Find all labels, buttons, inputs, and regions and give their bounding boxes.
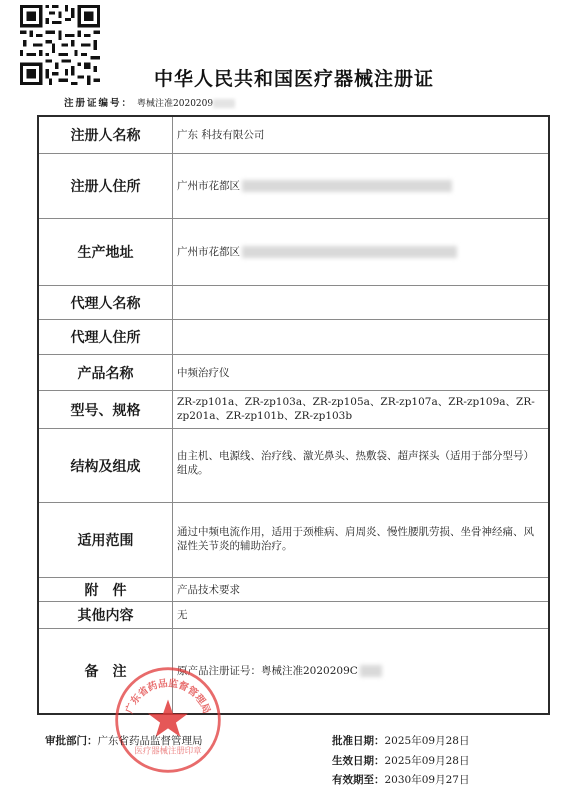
effective-date-label: 生效日期： bbox=[332, 755, 385, 767]
field-label: 注册人名称 bbox=[39, 117, 173, 153]
field-value: 广州市花都区 bbox=[177, 219, 540, 285]
row-model-spec bbox=[39, 391, 548, 429]
field-value bbox=[177, 286, 540, 319]
redacted-block bbox=[360, 665, 382, 677]
field-value: ZR-zp101a、ZR-zp103a、ZR-zp105a、ZR-zp107a、ZR-zp109a、ZR-zp201a、ZR-zp101b、ZR-zp103b bbox=[177, 396, 535, 422]
approval-department bbox=[45, 733, 203, 748]
field-value: 广州市花都区 bbox=[177, 154, 540, 218]
official-seal-icon bbox=[112, 664, 224, 776]
row-structure bbox=[39, 429, 548, 503]
field-value: 原产品注册证号：粤械注准2020209C bbox=[177, 629, 540, 713]
row-production-address bbox=[39, 219, 548, 286]
approval-department-label: 审批部门： bbox=[45, 735, 98, 747]
seal-text: 广东省药品监督管理局 bbox=[124, 678, 212, 716]
approval-date-value: 2025年09月28日 bbox=[384, 735, 470, 747]
field-value bbox=[177, 320, 540, 354]
row-scope bbox=[39, 503, 548, 578]
field-value: 产品技术要求 bbox=[177, 583, 240, 596]
field-label: 结构及组成 bbox=[39, 429, 173, 502]
effective-date bbox=[332, 753, 469, 768]
redacted-block bbox=[213, 99, 235, 108]
effective-date-value: 2025年09月28日 bbox=[384, 755, 470, 767]
field-label: 型号、规格 bbox=[39, 391, 173, 428]
approval-date-label: 批准日期： bbox=[332, 735, 385, 747]
seal-subtext: 医疗器械注册印章 bbox=[134, 745, 202, 756]
certificate-table bbox=[37, 115, 550, 715]
field-value: 通过中频电流作用，适用于颈椎病、肩周炎、慢性腰肌劳损、坐骨神经痛、风湿性关节炎的辅助治疗。 bbox=[177, 526, 534, 552]
field-value: 无 bbox=[177, 609, 188, 621]
field-label: 附 件 bbox=[39, 578, 173, 601]
field-label: 备 注 bbox=[39, 629, 173, 713]
field-label: 其他内容 bbox=[39, 602, 173, 628]
row-agent-name bbox=[39, 286, 548, 320]
approval-date bbox=[332, 733, 469, 748]
row-attachment bbox=[39, 578, 548, 602]
row-registrant-name bbox=[39, 117, 548, 154]
field-label: 代理人名称 bbox=[39, 286, 173, 319]
field-label: 代理人住所 bbox=[39, 320, 173, 354]
row-other bbox=[39, 602, 548, 629]
row-agent-address bbox=[39, 320, 548, 355]
registration-number-label: 注册证编号： bbox=[64, 98, 134, 109]
certificate-title: 中华人民共和国医疗器械注册证 bbox=[153, 68, 434, 90]
field-value: 由主机、电源线、治疗线、激光鼻头、热敷袋、超声探头（适用于部分型号）组成。 bbox=[177, 450, 534, 476]
field-label: 适用范围 bbox=[39, 503, 173, 577]
row-product-name bbox=[39, 355, 548, 391]
field-value: 中频治疗仪 bbox=[177, 366, 230, 379]
field-label: 生产地址 bbox=[39, 219, 173, 285]
field-label: 注册人住所 bbox=[39, 154, 173, 218]
approval-department-value: 广东省药品监督管理局 bbox=[97, 735, 203, 747]
expiry-date-value: 2030年09月27日 bbox=[384, 774, 470, 786]
field-value: 广东 科技有限公司 bbox=[177, 129, 265, 141]
registration-number bbox=[64, 95, 235, 109]
redacted-block bbox=[242, 246, 457, 258]
expiry-date bbox=[332, 772, 469, 787]
expiry-date-label: 有效期至： bbox=[332, 774, 385, 786]
row-registrant-address bbox=[39, 154, 548, 219]
redacted-block bbox=[242, 180, 452, 192]
registration-number-value: 粤械注准2020209 bbox=[137, 99, 214, 109]
field-label: 产品名称 bbox=[39, 355, 173, 390]
